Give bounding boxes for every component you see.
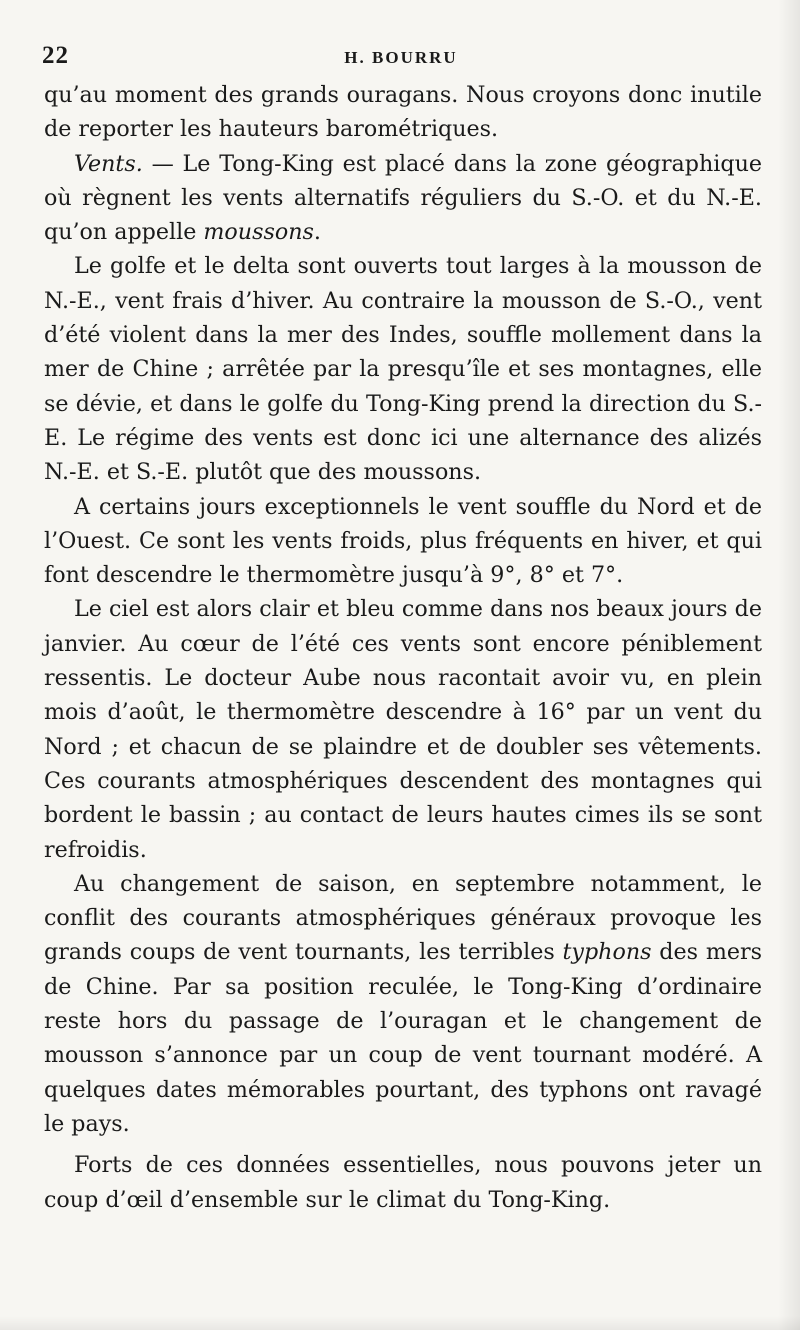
paragraph-1: qu’au moment des grands ouragans. Nous croyons donc inutile de reporter les hauteurs barométriques. — [44, 82, 762, 143]
paragraph-changement — [44, 867, 762, 1141]
section-label-vents: Vents. — [74, 150, 143, 177]
paragraph-vents-text: — Le Tong-King est placé dans la zone géographique où règnent les vents alternatifs réguliers du S.-O. et du N.-E. qu’on appelle — [44, 150, 762, 246]
page-bottom-shadow — [0, 1316, 800, 1330]
paragraph-changement-end: des mers de Chine. Par sa position reculée, le Tong-King d’ordinaire reste hors du passage de l’ouragan et le changement de mousson s’annonce par un coup de vent tournant modéré. A quelques dates mémorables pourtant, des typhons ont ravagé le pays. — [44, 939, 762, 1137]
page-number: 22 — [42, 42, 69, 69]
paragraph-forts: Forts de ces données essentielles, nous pouvons jeter un coup d’œil d’ensemble sur le climat du Tong-King. — [44, 1152, 762, 1213]
paragraph-ciel: Le ciel est alors clair et bleu comme dans nos beaux jours de janvier. Au cœur de l’été ces vents sont encore péniblement ressentis. Le docteur Aube nous racontait avoir vu, en plein mois d’août, le thermomètre descendre à 16° par un vent du Nord ; et chacun de se plaindre et de doubler ses vêtements. Ces courants atmosphériques descendent des montagnes qui bordent le bassin ; au contact de leurs hautes cimes ils se sont refroidis. — [44, 596, 762, 863]
page-header — [42, 38, 760, 72]
paragraph-certains-jours: A certains jours exceptionnels le vent souffle du Nord et de l’Ouest. Ce sont les vents froids, plus fréquents en hiver, et qui font descendre le thermomètre jusqu’à 9°, 8° et 7°. — [44, 493, 762, 589]
running-head: H. BOURRU — [344, 48, 458, 67]
paragraph-vents — [44, 147, 762, 250]
paragraph-changement-start: Au changement de saison, en septembre notamment, le conflit des courants atmosphériques généraux provoque les grands coups de vent tournants, les terribles — [44, 870, 762, 966]
paragraph-golfe: Le golfe et le delta sont ouverts tout larges à la mousson de N.-E., vent frais d’hiver. Au contraire la mousson de S.-O., vent d’été violent dans la mer des Indes, souffle mollement dans la mer de Chine ; arrêtée par la presqu’île et ses montagnes, elle se dévie, et dans le golfe du Tong-King prend la direction du S.-E. Le régime des vents est donc ici une alternance des alizés N.-E. et S.-E. plutôt que des moussons. — [44, 253, 762, 486]
paragraph-vents-end: . — [313, 219, 321, 246]
body-text — [44, 78, 762, 1217]
page-edge-shadow — [778, 0, 800, 1330]
italic-typhons: typhons — [562, 939, 652, 966]
italic-moussons: moussons — [203, 219, 314, 246]
